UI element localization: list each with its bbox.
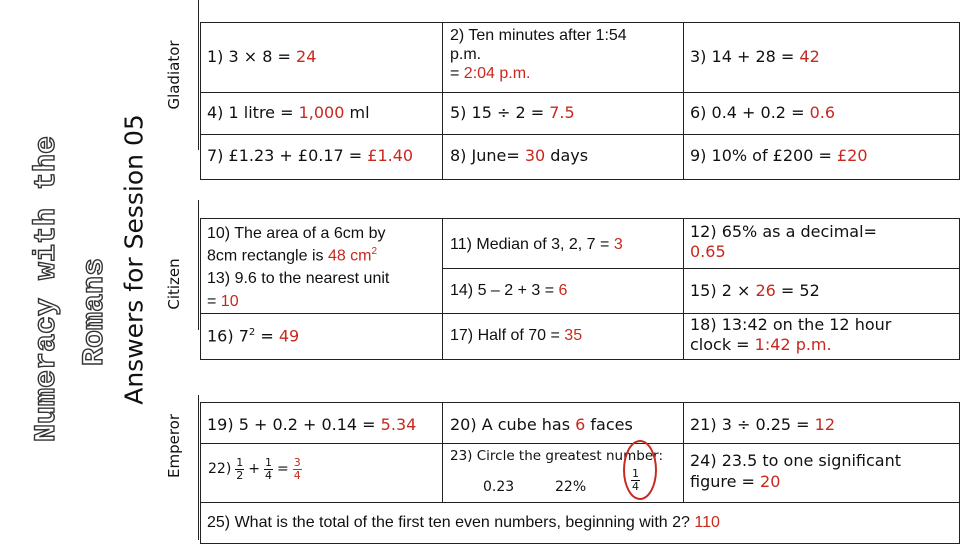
question-20	[450, 415, 633, 436]
grid-line	[442, 268, 959, 269]
grid-line	[683, 218, 684, 359]
answer: 0.65	[690, 242, 726, 261]
question-text: 7) £1.23 + £0.17 =	[207, 146, 368, 165]
denominator: 2	[236, 468, 244, 482]
grid-line	[442, 402, 443, 503]
numerator: 1	[236, 456, 244, 469]
numerator: 1	[265, 456, 273, 469]
equals-sign: =	[277, 460, 289, 477]
question-text: ml	[344, 103, 370, 122]
question-text: 1) 3 × 8 =	[207, 47, 297, 66]
divider-emperor	[198, 395, 199, 540]
question-text: 5) 15 ÷ 2 =	[450, 103, 550, 122]
question-17	[450, 326, 582, 347]
question-22	[208, 457, 303, 481]
denominator: 4	[632, 479, 639, 493]
answer: £20	[836, 146, 868, 165]
answer: 24	[296, 47, 317, 66]
question-text: clock =	[690, 335, 755, 354]
section-label-citizen: Citizen	[165, 258, 183, 310]
question-25	[207, 513, 720, 534]
fraction-one-half	[235, 457, 244, 481]
question-text: 12) 65% as a decimal=	[690, 222, 877, 241]
question-16	[207, 326, 299, 347]
question-text: 19) 5 + 0.2 + 0.14 =	[207, 415, 381, 434]
question-23-title: 23) Circle the greatest number:	[450, 448, 664, 464]
grid-line	[200, 92, 959, 93]
question-text: 24) 23.5 to one significant	[690, 451, 902, 470]
question-text: 13) 9.6 to the nearest unit	[207, 270, 390, 288]
question-1	[207, 47, 316, 68]
question-12	[690, 222, 877, 262]
divider-gladiator	[198, 0, 199, 150]
answer: 42	[799, 47, 820, 66]
answer: 48 cm	[327, 247, 372, 265]
answer-superscript: 2	[371, 246, 378, 258]
question-text: 21) 3 ÷ 0.25 =	[690, 415, 815, 434]
question-text: 8cm rectangle is	[207, 247, 328, 265]
grid-line	[683, 22, 684, 179]
question-text: 2) Ten minutes after 1:54	[450, 27, 627, 44]
plus-sign: +	[248, 460, 261, 477]
question-text: 4) 1 litre =	[207, 103, 299, 122]
question-7	[207, 146, 413, 167]
question-6	[690, 103, 835, 124]
question-3	[690, 47, 820, 68]
numerator: 1	[632, 467, 639, 480]
question-21	[690, 415, 835, 436]
question-text: =	[255, 326, 279, 346]
answer: 49	[278, 326, 300, 346]
option-0-23: 0.23	[483, 479, 515, 495]
question-2	[450, 26, 627, 84]
answer: 26	[755, 281, 776, 300]
question-text: 16) 7	[207, 326, 249, 346]
denominator: 4	[293, 468, 301, 482]
question-text: 17) Half of 70 =	[450, 327, 565, 344]
question-text: 18) 13:42 on the 12 hour	[690, 315, 892, 334]
question-text: days	[545, 146, 589, 165]
answer: 20	[760, 471, 781, 491]
question-text: 22)	[208, 460, 232, 477]
question-11	[450, 235, 623, 256]
question-text: =	[450, 65, 464, 83]
question-text: 20) A cube has	[450, 415, 576, 434]
option-22-percent: 22%	[555, 479, 587, 495]
question-text: =	[207, 292, 221, 310]
grid-line	[200, 443, 959, 444]
section-label-gladiator: Gladiator	[165, 40, 183, 110]
question-14	[450, 281, 567, 302]
answer: 1,000	[298, 103, 345, 122]
answer: 7.5	[549, 103, 575, 122]
question-4	[207, 103, 370, 124]
fraction-one-quarter	[264, 457, 273, 481]
answer: 10	[220, 292, 239, 310]
grid-line	[442, 218, 443, 359]
question-24	[690, 451, 901, 493]
question-9	[690, 146, 868, 167]
question-text: 9) 10% of £200 =	[690, 146, 837, 165]
question-19	[207, 415, 416, 436]
grid-line	[200, 134, 959, 135]
question-text: = 52	[775, 281, 820, 300]
question-text: 11) Median of 3, 2, 7 =	[450, 236, 614, 253]
divider-citizen	[198, 200, 199, 330]
answer: 6	[558, 282, 568, 299]
question-15	[690, 281, 820, 302]
grid-line	[683, 402, 684, 503]
question-5	[450, 103, 575, 124]
title-line-2: Romans	[78, 257, 112, 367]
grid-line	[200, 502, 959, 503]
answer: 3	[613, 236, 623, 253]
answer: 30	[524, 146, 546, 165]
question-text: faces	[585, 415, 633, 434]
grid-line	[200, 313, 959, 314]
title-line-1: Numeracy with the	[30, 135, 64, 443]
question-text: figure =	[690, 471, 761, 491]
question-text: p.m.	[450, 46, 482, 64]
question-text: 6) 0.4 + 0.2 =	[690, 103, 810, 122]
numerator: 3	[293, 456, 301, 469]
question-8	[450, 146, 588, 167]
answer: 12	[814, 415, 836, 434]
section-label-emperor: Emperor	[165, 413, 183, 479]
question-text: 15) 2 ×	[690, 281, 756, 300]
answer: 35	[564, 327, 583, 344]
question-text: 14) 5 – 2 + 3 =	[450, 282, 559, 299]
answer: 2:04 p.m.	[463, 65, 531, 83]
superscript: 2	[248, 327, 256, 338]
answer: £1.40	[367, 146, 414, 165]
question-text: 25) What is the total of the first ten even numbers, beginning with 2?	[207, 514, 695, 531]
question-text: 8) June=	[450, 146, 525, 165]
answer: 5.34	[380, 415, 417, 434]
grid-line	[442, 22, 443, 179]
answer: 0.6	[809, 103, 836, 122]
question-10-13	[207, 223, 389, 313]
answer-circle	[623, 440, 657, 500]
session-subtitle: Answers for Session 05	[119, 114, 149, 405]
question-18	[690, 315, 891, 355]
answer-fraction	[293, 457, 302, 481]
answer: 6	[575, 415, 586, 434]
question-text: 3) 14 + 28 =	[690, 47, 800, 66]
denominator: 4	[265, 468, 273, 482]
question-text: 10) The area of a 6cm by	[207, 225, 386, 242]
answer: 1:42 p.m.	[754, 335, 832, 354]
answer: 110	[694, 514, 720, 531]
